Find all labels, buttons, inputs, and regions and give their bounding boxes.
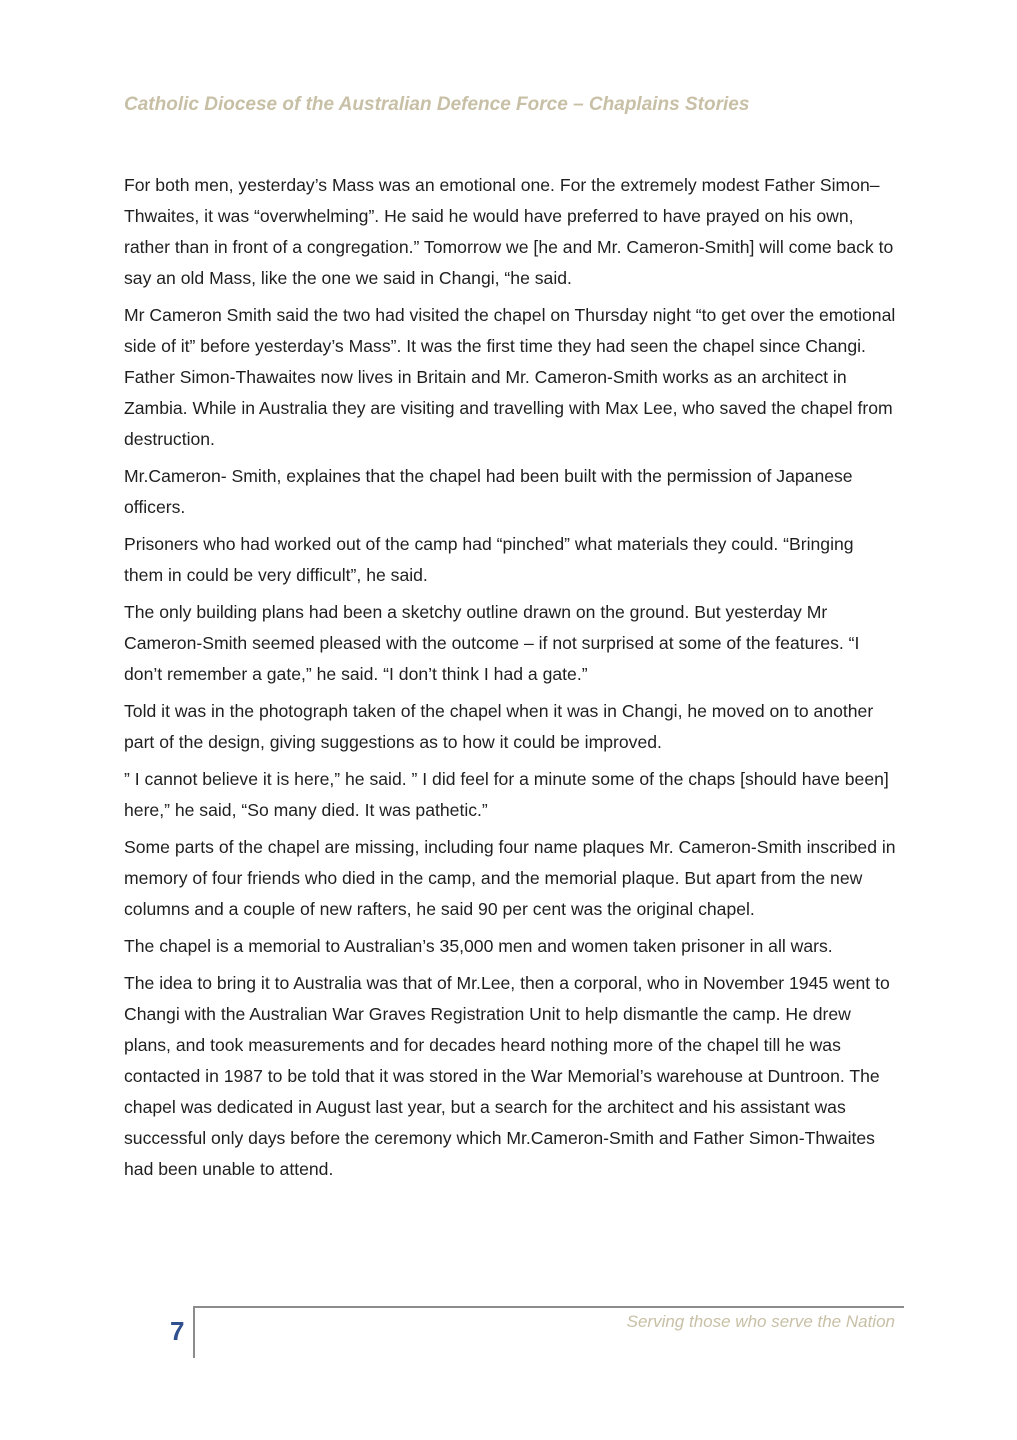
paragraph: Prisoners who had worked out of the camp had “pinched” what materials they could. “Bringing them in could be very difficult”, he said. — [124, 534, 854, 585]
page-header-title: Catholic Diocese of the Australian Defence Force – Chaplains Stories — [124, 94, 750, 115]
footer-tagline: Serving those who serve the Nation — [626, 1312, 895, 1331]
paragraph: Mr Cameron Smith said the two had visited the chapel on Thursday night “to get over the emotional side of it” before yesterday’s Mass”. It was the first time they had seen the chapel since Changi. — [124, 305, 896, 356]
footer-divider — [194, 1306, 904, 1308]
page-number: 7 — [170, 1316, 185, 1346]
article-body — [124, 170, 896, 1191]
paragraph: Some parts of the chapel are missing, including four name plaques Mr. Cameron-Smith inscribed in memory of four friends who died in the camp, and the memorial plaque. But apart from the new columns and a couple of new rafters, he said 90 per cent was the original chapel. — [124, 837, 896, 919]
paragraph: Told it was in the photograph taken of the chapel when it was in Changi, he moved on to another part of the design, giving suggestions as to how it could be improved. — [124, 701, 874, 752]
paragraph: The idea to bring it to Australia was that of Mr.Lee, then a corporal, who in November 1945 went to Changi with the Australian War Graves Registration Unit to help dismantle the camp. He drew plans, and took measurements and for decades heard nothing more of the chapel till he was contacted in 1987 to be told that it was stored in the War Memorial’s warehouse at Duntroon. The chapel was dedicated in August last year, but a search for the architect and his assistant was successful only days before the ceremony which Mr.Cameron-Smith and Father Simon-Thwaites had been unable to attend. — [124, 973, 890, 1179]
paragraph: Father Simon-Thawaites now lives in Britain and Mr. Cameron-Smith works as an architect in Zambia. While in Australia they are visiting and travelling with Max Lee, who saved the chapel from destruction. — [124, 367, 893, 449]
footer-vertical-divider — [193, 1306, 195, 1358]
paragraph: Mr.Cameron- Smith, explaines that the chapel had been built with the permission of Japanese officers. — [124, 466, 853, 517]
paragraph: For both men, yesterday’s Mass was an emotional one. For the extremely modest Father Simon–Thwaites, it was “overwhelming”. He said he would have preferred to have prayed on his own, rather than in front of a congregation.” Tomorrow we [he and Mr. Cameron-Smith] will come back to say an old Mass, like the one we said in Changi, “he said. — [124, 175, 894, 288]
paragraph: The chapel is a memorial to Australian’s 35,000 men and women taken prisoner in all wars. — [124, 936, 833, 956]
paragraph: ” I cannot believe it is here,” he said. ” I did feel for a minute some of the chaps [should have been] here,” he said, “So many died. It was pathetic.” — [124, 769, 889, 820]
paragraph: The only building plans had been a sketchy outline drawn on the ground. But yesterday Mr Cameron-Smith seemed pleased with the outcome – if not surprised at some of the features. “I don’t remember a gate,” he said. “I don’t think I had a gate.” — [124, 602, 860, 684]
